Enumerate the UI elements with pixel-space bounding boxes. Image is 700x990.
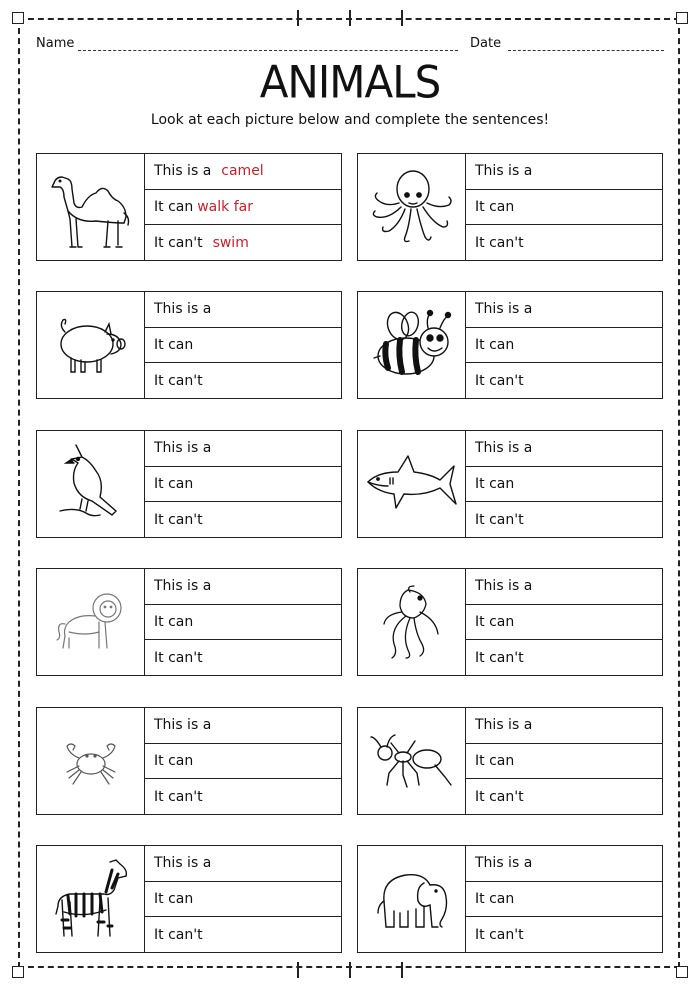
shark-icon [358, 431, 466, 537]
border-tick [401, 962, 403, 978]
cardinal-bird-icon [37, 431, 145, 537]
this-is-row[interactable] [466, 846, 662, 882]
border-tick [297, 962, 299, 978]
prompt-label: It can [475, 337, 515, 353]
date-label: Date [470, 36, 502, 51]
name-field[interactable] [78, 50, 458, 51]
prompt-label: It can [154, 337, 194, 353]
animal-card [36, 291, 342, 399]
prompt-label: It can [475, 614, 515, 630]
it-can-row[interactable] [145, 328, 341, 364]
animal-card [357, 707, 663, 815]
prompt-label: This is a [154, 717, 212, 734]
prompt-label: It can't [475, 649, 524, 666]
animal-card [357, 845, 663, 953]
it-cant-row[interactable] [466, 225, 662, 260]
prompt-label: It can't [154, 788, 203, 805]
example-answer: walk far [197, 199, 253, 215]
prompt-label: This is a [475, 855, 533, 872]
prompt-label: It can [475, 891, 515, 907]
this-is-row[interactable] [145, 708, 341, 744]
it-cant-row[interactable] [466, 640, 662, 675]
prompt-label: This is a [154, 440, 212, 457]
it-can-row[interactable] [145, 882, 341, 918]
ant-icon [358, 708, 466, 814]
this-is-row[interactable] [145, 569, 341, 605]
it-cant-row[interactable] [466, 502, 662, 537]
prompt-label: It can [475, 199, 515, 215]
it-cant-row[interactable] [466, 779, 662, 814]
instructions: Look at each picture below and complete the sentences! [150, 112, 550, 128]
bee-icon [358, 292, 466, 398]
lion-icon [37, 569, 145, 675]
prompt-label: This is a [475, 440, 533, 457]
animal-card [357, 153, 663, 261]
prompt-label: This is a [475, 717, 533, 734]
it-cant-row[interactable] [145, 917, 341, 952]
animal-card [36, 153, 342, 261]
elephant-icon [358, 846, 466, 952]
it-can-row[interactable] [145, 605, 341, 641]
example-answer: swim [212, 234, 249, 251]
prompt-label: It can [154, 199, 194, 215]
this-is-row[interactable] [145, 846, 341, 882]
animal-card [357, 291, 663, 399]
prompt-label: This is a [154, 855, 212, 872]
example-answer: camel [221, 163, 264, 180]
zebra-icon [37, 846, 145, 952]
name-date-line [36, 36, 664, 56]
prompt-label: This is a [475, 578, 533, 595]
animal-card [357, 430, 663, 538]
prompt-label: It can't [154, 649, 203, 666]
prompt-label: This is a [154, 301, 212, 318]
it-can-row[interactable] [466, 190, 662, 226]
it-can-row[interactable] [466, 882, 662, 918]
page-title: ANIMALS [259, 56, 441, 109]
goldfish-icon [358, 569, 466, 675]
prompt-label: It can [154, 891, 194, 907]
name-label: Name [36, 36, 75, 51]
prompt-label: It can't [475, 372, 524, 389]
prompt-label: This is a [475, 301, 533, 318]
animal-card [36, 845, 342, 953]
animal-card [357, 568, 663, 676]
this-is-row[interactable] [145, 292, 341, 328]
prompt-label: It can [154, 476, 194, 492]
prompt-label: It can't [475, 234, 524, 251]
this-is-row[interactable] [466, 708, 662, 744]
corner-box [12, 12, 24, 24]
prompt-label: It can't [475, 511, 524, 528]
it-cant-row[interactable] [145, 363, 341, 398]
it-cant-row[interactable] [145, 779, 341, 814]
this-is-row[interactable] [145, 431, 341, 467]
it-cant-row[interactable] [145, 225, 341, 260]
date-field[interactable] [508, 50, 664, 51]
prompt-label: It can't [154, 926, 203, 943]
it-cant-row[interactable] [145, 502, 341, 537]
prompt-label: It can't [154, 511, 203, 528]
it-can-row[interactable] [466, 467, 662, 503]
prompt-label: This is a [154, 163, 212, 180]
border-tick [349, 962, 351, 978]
border-tick [297, 10, 299, 26]
corner-box [676, 12, 688, 24]
camel-icon [37, 154, 145, 260]
prompt-label: It can't [154, 372, 203, 389]
prompt-label: It can [475, 753, 515, 769]
this-is-row[interactable] [145, 154, 341, 190]
it-can-row[interactable] [145, 467, 341, 503]
corner-box [12, 966, 24, 978]
this-is-row[interactable] [466, 292, 662, 328]
border-tick [349, 10, 351, 26]
it-can-row[interactable] [145, 744, 341, 780]
corner-box [676, 966, 688, 978]
it-cant-row[interactable] [145, 640, 341, 675]
border-tick [401, 10, 403, 26]
animal-card [36, 568, 342, 676]
prompt-label: It can't [154, 234, 203, 251]
animal-card [36, 707, 342, 815]
it-can-row[interactable] [145, 190, 341, 226]
prompt-label: It can [475, 476, 515, 492]
prompt-label: It can't [475, 926, 524, 943]
this-is-row[interactable] [466, 569, 662, 605]
prompt-label: It can't [475, 788, 524, 805]
crab-icon [37, 708, 145, 814]
it-can-row[interactable] [466, 744, 662, 780]
prompt-label: This is a [475, 163, 533, 180]
it-cant-row[interactable] [466, 363, 662, 398]
animal-card [36, 430, 342, 538]
prompt-label: This is a [154, 578, 212, 595]
prompt-label: It can [154, 753, 194, 769]
prompt-label: It can [154, 614, 194, 630]
pig-icon [37, 292, 145, 398]
octopus-icon [358, 154, 466, 260]
this-is-row[interactable] [466, 431, 662, 467]
it-cant-row[interactable] [466, 917, 662, 952]
this-is-row[interactable] [466, 154, 662, 190]
it-can-row[interactable] [466, 328, 662, 364]
it-can-row[interactable] [466, 605, 662, 641]
